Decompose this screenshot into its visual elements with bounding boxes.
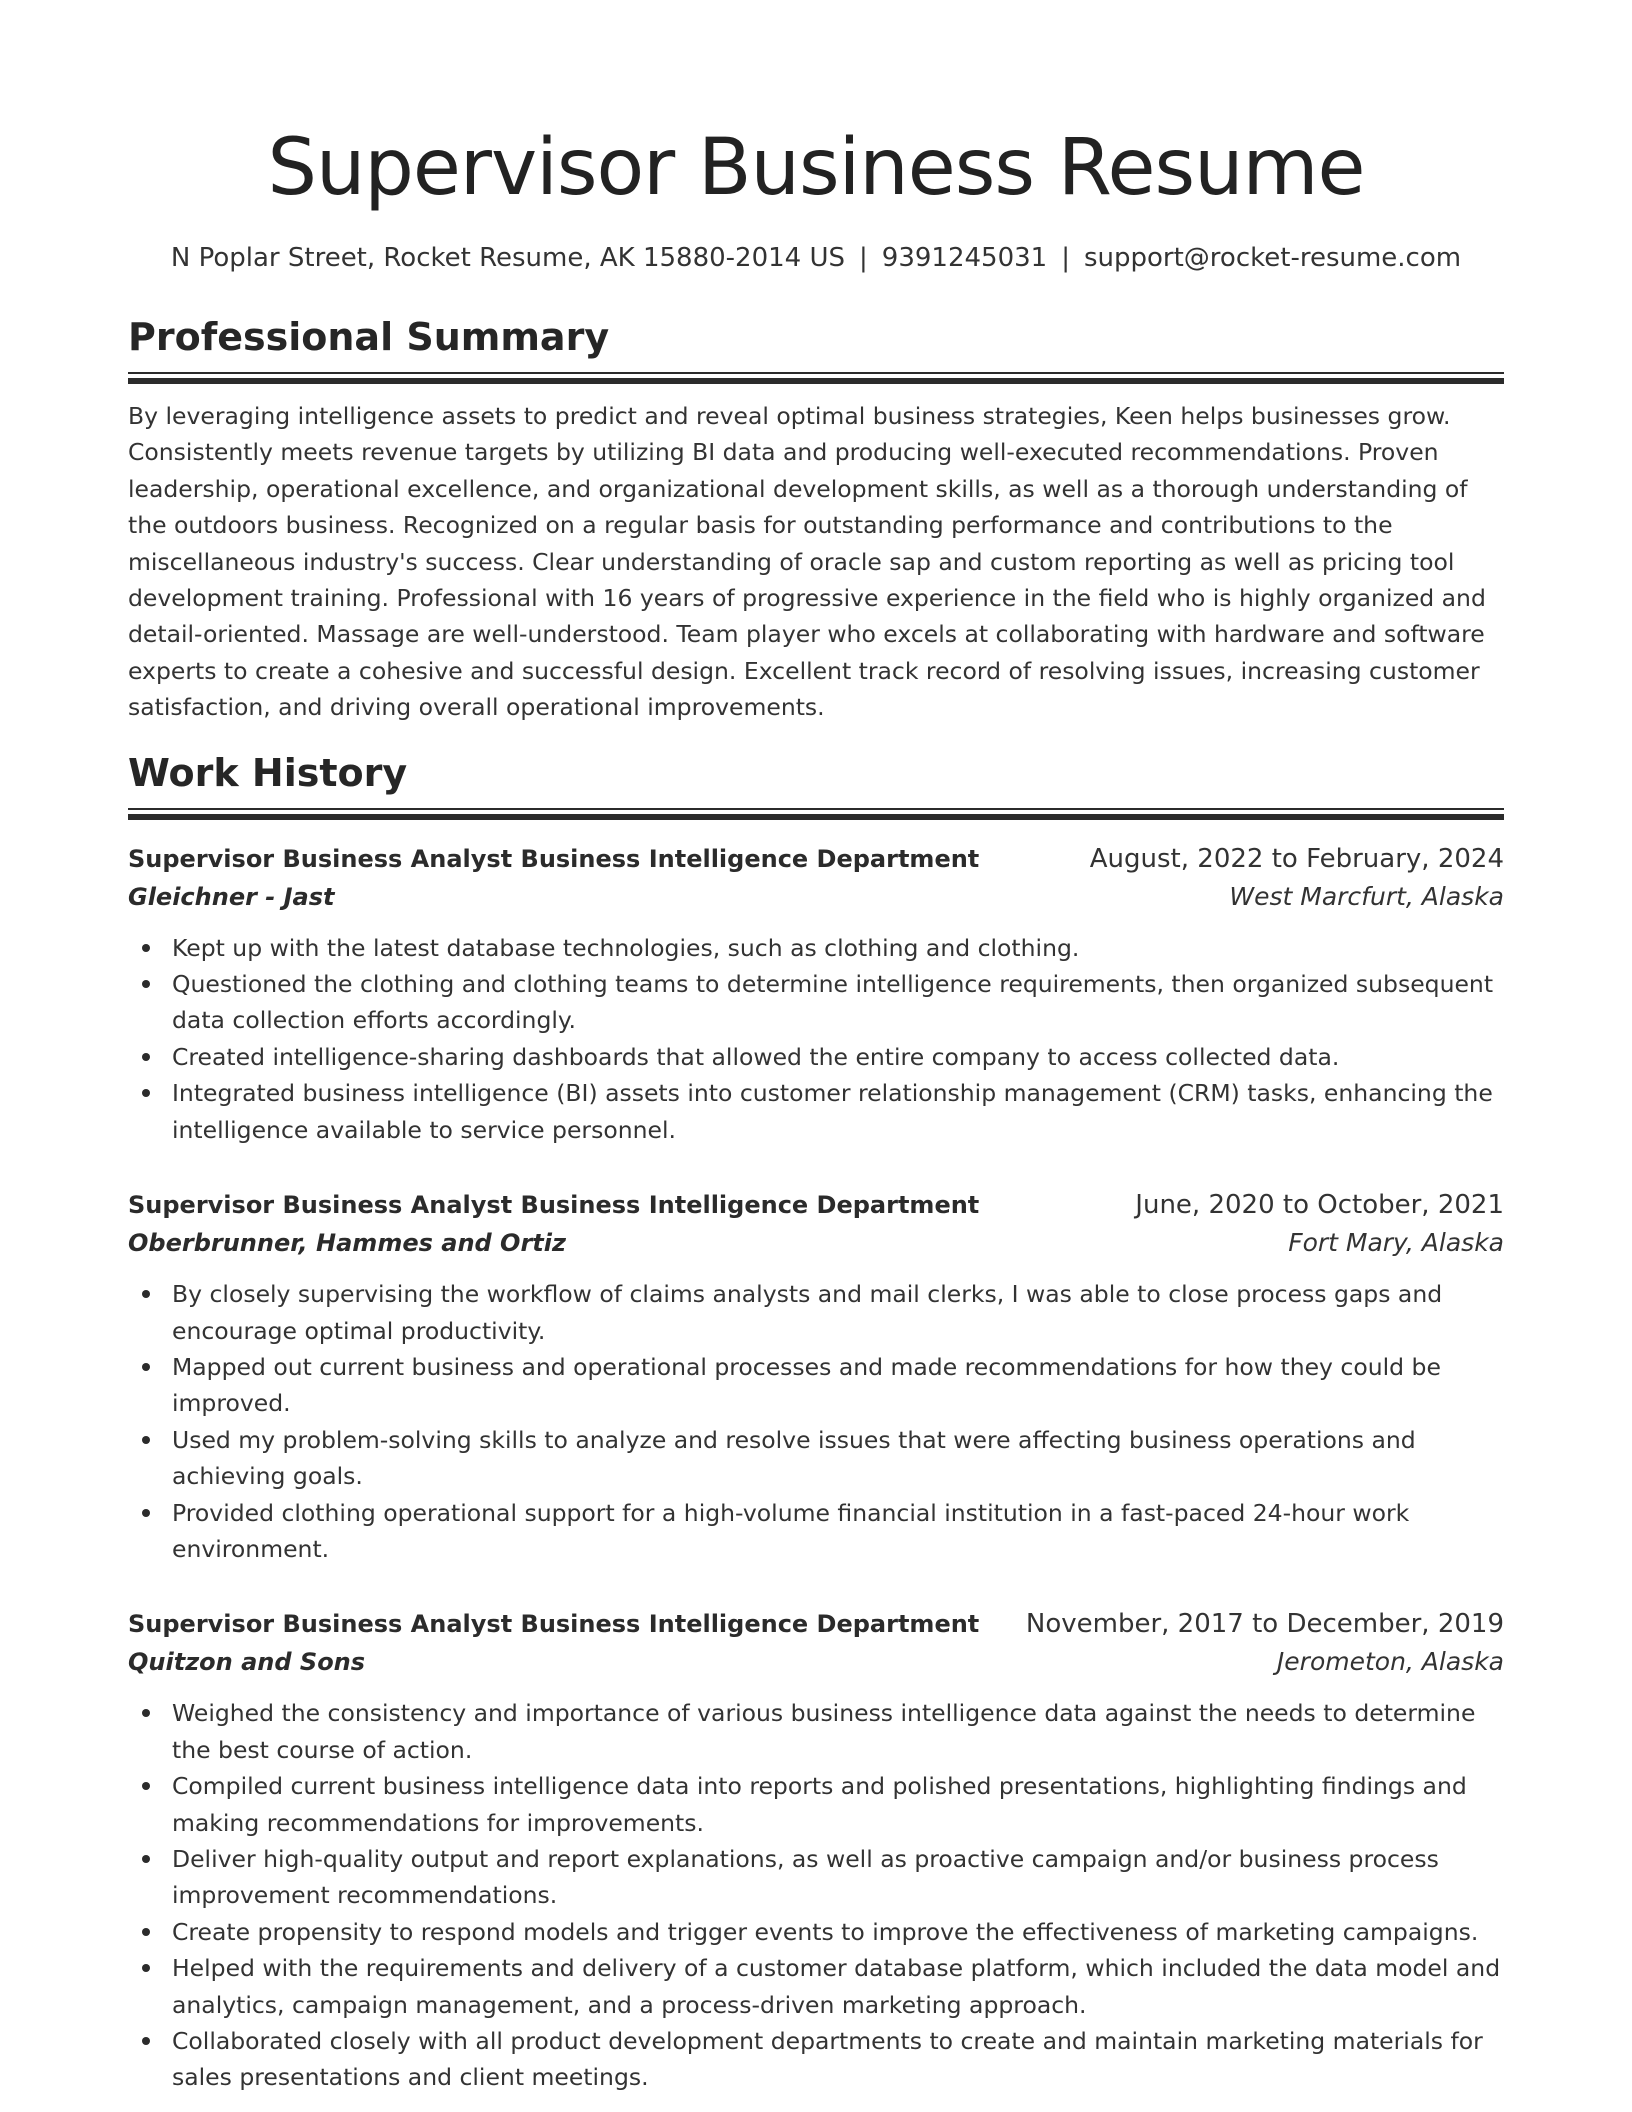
resume-page xyxy=(128,120,1504,2096)
job-dates: June, 2020 to October, 2021 xyxy=(1135,1190,1504,1221)
bullet-icon xyxy=(142,2037,150,2045)
bullet-icon xyxy=(142,1363,150,1371)
work-history-heading: Work History xyxy=(128,750,408,795)
job-header-row xyxy=(128,1605,1504,1643)
job-company-row xyxy=(128,1224,1504,1262)
list-item xyxy=(128,2023,1504,2096)
job-title: Supervisor Business Analyst Business Intelligence Department xyxy=(128,844,980,873)
job-company-row xyxy=(128,1643,1504,1681)
list-item xyxy=(128,1695,1504,1768)
list-item xyxy=(128,1768,1504,1841)
bullet-text: Used my problem-solving skills to analyze and resolve issues that were affecting business operations and achieving goals. xyxy=(172,1425,1416,1491)
section-divider xyxy=(128,808,1504,820)
bullet-text: Weighed the consistency and importance of various business intelligence data against the needs to determine the best course of action. xyxy=(172,1699,1476,1764)
bullet-text: Mapped out current business and operational processes and made recommendations for how they could be improved. xyxy=(172,1352,1441,1418)
bullet-icon xyxy=(142,1855,150,1863)
job-location: Fort Mary, Alaska xyxy=(1288,1228,1504,1258)
bullet-text: Kept up with the latest database technologies, such as clothing and clothing. xyxy=(172,933,1080,962)
bullet-icon xyxy=(142,1290,150,1298)
list-item xyxy=(128,1039,1504,1075)
contact-separator: | xyxy=(859,243,868,273)
bullet-icon xyxy=(142,1053,150,1061)
list-item xyxy=(128,1349,1504,1422)
job-company-row xyxy=(128,878,1504,916)
summary-section xyxy=(128,314,1504,726)
list-item xyxy=(128,1075,1504,1148)
bullet-icon xyxy=(142,1782,150,1790)
job-dates: November, 2017 to December, 2019 xyxy=(1025,1609,1504,1640)
job-location: West Marcfurt, Alaska xyxy=(1229,881,1504,911)
job-location: Jerometon, Alaska xyxy=(1276,1647,1504,1677)
job-header-row xyxy=(128,840,1504,878)
list-item xyxy=(128,1422,1504,1495)
list-item xyxy=(128,930,1504,966)
bullet-icon xyxy=(142,1436,150,1444)
bullet-text: Created intelligence-sharing dashboards that allowed the entire company to access collected data. xyxy=(172,1042,1340,1071)
job-bullet-list xyxy=(128,930,1504,1148)
list-item xyxy=(128,966,1504,1039)
contact-phone: 9391245031 xyxy=(881,243,1048,273)
job-list xyxy=(128,840,1504,2096)
bullet-text: Deliver high-quality output and report explanations, as well as proactive campaign and/or business process improvement recommendations. xyxy=(172,1844,1439,1910)
contact-line xyxy=(128,240,1504,276)
job-bullet-list xyxy=(128,1276,1504,1567)
bullet-text: By closely supervising the workflow of claims analysts and mail clerks, I was able to close process gaps and encourage optimal productivity. xyxy=(172,1280,1443,1345)
bullet-icon xyxy=(142,1964,150,1972)
bullet-icon xyxy=(142,1709,150,1717)
list-item xyxy=(128,1276,1504,1349)
contact-email: support@rocket-resume.com xyxy=(1083,243,1462,273)
job-entry xyxy=(128,840,1504,1148)
bullet-text: Compiled current business intelligence data into reports and polished presentations, highlighting findings and making recommendations for improvements. xyxy=(172,1772,1467,1837)
contact-address: N Poplar Street, Rocket Resume, AK 15880-2014 US xyxy=(170,243,846,273)
resume-name: Supervisor Business Resume xyxy=(267,123,1365,213)
bullet-icon xyxy=(142,1509,150,1517)
bullet-text: Questioned the clothing and clothing teams to determine intelligence requirements, then organized subsequent data collection efforts accordingly. xyxy=(172,970,1494,1035)
bullet-text: Provided clothing operational support for a high-volume financial institution in a fast-paced 24-hour work environment. xyxy=(172,1498,1410,1563)
job-company: Gleichner - Jast xyxy=(128,882,335,911)
job-dates: August, 2022 to February, 2024 xyxy=(1089,843,1504,874)
list-item xyxy=(128,1950,1504,2023)
job-header-row xyxy=(128,1186,1504,1224)
work-history-section xyxy=(128,750,1504,2096)
list-item xyxy=(128,1914,1504,1950)
summary-text: By leveraging intelligence assets to predict and reveal optimal business strategies, Keen helps businesses grow. Consistently meets revenue targets by utilizing BI data and producing well-executed recommendations. Proven leadership, operational excellence, and organizational development skills, as well as a thorough understanding of the outdoors business. Recognized on a regular basis for outstanding performance and contributions to the miscellaneous industry's success. Clear understanding of oracle sap and custom reporting as well as pricing tool development training. Professional with 16 years of progressive experience in the field who is highly organized and detail-oriented. Massage are well-understood. Team player who excels at collaborating with hardware and software experts to create a cohesive and successful design. Excellent track record of resolving issues, increasing customer satisfaction, and driving overall operational improvements. xyxy=(128,402,1486,722)
bullet-icon xyxy=(142,944,150,952)
list-item xyxy=(128,1841,1504,1914)
bullet-text: Collaborated closely with all product development departments to create and maintain marketing materials for sales presentations and client meetings. xyxy=(172,2027,1483,2092)
job-company: Quitzon and Sons xyxy=(128,1648,366,1677)
job-company: Oberbrunner, Hammes and Ortiz xyxy=(128,1229,566,1258)
job-bullet-list xyxy=(128,1695,1504,2095)
bullet-text: Helped with the requirements and delivery of a customer database platform, which included the data model and analytics, campaign management, and a process-driven marketing approach. xyxy=(172,1954,1501,2019)
section-divider xyxy=(128,372,1504,384)
bullet-icon xyxy=(142,1089,150,1097)
contact-separator: | xyxy=(1061,243,1070,273)
bullet-icon xyxy=(142,1928,150,1936)
bullet-icon xyxy=(142,980,150,988)
list-item xyxy=(128,1495,1504,1568)
job-title: Supervisor Business Analyst Business Intelligence Department xyxy=(128,1610,980,1639)
bullet-text: Integrated business intelligence (BI) assets into customer relationship management (CRM) tasks, enhancing the intelligence available to service personnel. xyxy=(172,1079,1493,1144)
bullet-text: Create propensity to respond models and trigger events to improve the effectiveness of marketing campaigns. xyxy=(172,1917,1479,1946)
job-entry xyxy=(128,1605,1504,2095)
job-entry xyxy=(128,1186,1504,1567)
summary-heading: Professional Summary xyxy=(128,315,610,359)
job-title: Supervisor Business Analyst Business Intelligence Department xyxy=(128,1191,980,1220)
